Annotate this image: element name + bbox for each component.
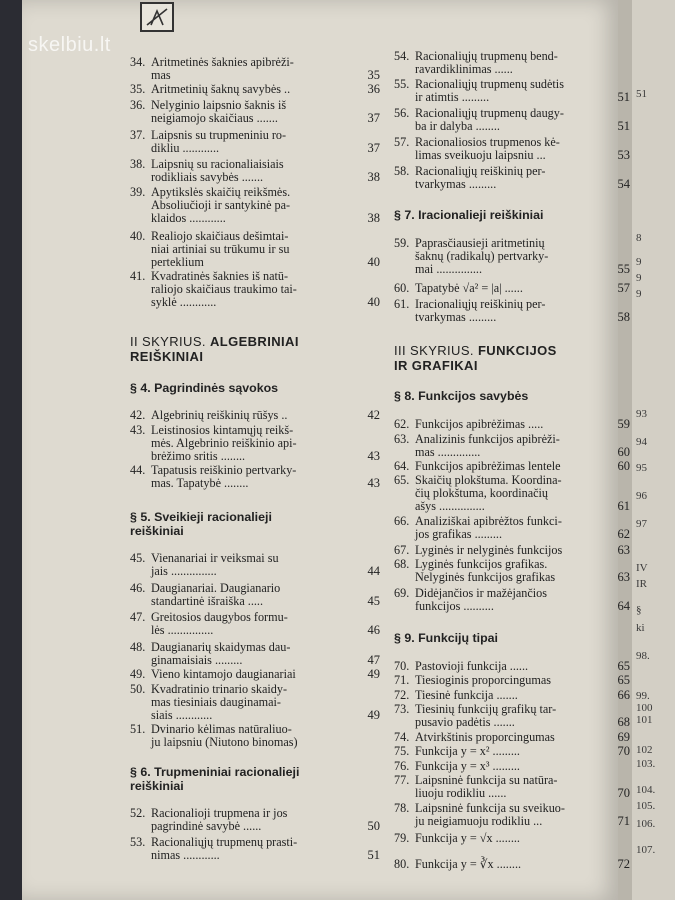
adjacent-page-fragment: 9	[636, 256, 642, 268]
toc-entry-title: Kvadratinės šaknies iš natū-	[151, 269, 289, 283]
toc-entry	[130, 129, 380, 155]
adjacent-page-fragment: §	[636, 604, 642, 616]
toc-entry	[394, 418, 630, 431]
toc-entry-title: liuoju rodikliu ......	[415, 786, 507, 800]
toc-page-number: 38	[367, 211, 380, 225]
toc-entry-title: ju neigiamuoju rodikliu ...	[415, 814, 543, 828]
toc-page-number: 61	[617, 499, 630, 513]
toc-entry	[394, 515, 630, 541]
toc-page-number: 70	[617, 744, 630, 758]
toc-entry	[394, 237, 630, 276]
toc-entry-title: Racionaliųjų trupmenų bend-	[415, 49, 558, 63]
toc-entry-title: brėžimo sritis ........	[151, 449, 246, 463]
toc-entry	[394, 832, 630, 845]
toc-page-number: 62	[617, 527, 630, 541]
toc-entry	[130, 683, 380, 722]
toc-entry-number: 68.	[394, 557, 410, 571]
adjacent-page-fragment: ki	[636, 622, 645, 634]
section-heading: § 4. Pagrindinės sąvokos	[130, 381, 279, 395]
toc-entry-number: 45.	[130, 551, 146, 565]
next-page-strip	[632, 0, 675, 900]
adjacent-page-fragment: 93	[636, 408, 647, 420]
toc-entry	[130, 668, 380, 681]
adjacent-page-fragment: 102	[636, 744, 653, 756]
toc-entry-title: Paprasčiausieji aritmetinių	[415, 236, 545, 250]
toc-entry-number: 67.	[394, 543, 410, 557]
toc-page-number: 69	[617, 730, 630, 744]
toc-page-number: 65	[617, 659, 630, 673]
toc-entry	[394, 50, 630, 76]
toc-entry-title: Funkcija y = √x ........	[415, 831, 520, 845]
toc-entry-title: Racionaliųjų reiškinių per-	[415, 164, 546, 178]
toc-entry-title: Kvadratinio trinario skaidy-	[151, 682, 288, 696]
toc-entry-title: čių plokštuma, koordinačių	[415, 486, 549, 500]
toc-entry-title: mas	[151, 68, 171, 82]
toc-entry	[130, 270, 380, 309]
adjacent-page-fragment: 106.	[636, 818, 656, 830]
toc-entry-title: pagrindinė savybė ......	[151, 819, 262, 833]
toc-entry-title: raliojo skaičiaus traukimo tai-	[151, 282, 297, 296]
toc-entry-title: Funkcija y = x² .........	[415, 744, 520, 758]
adjacent-page-fragment: 97	[636, 518, 647, 530]
toc-entry-title: pusavio padėtis .......	[415, 715, 515, 729]
toc-entry-title: Funkcija y = ∛x ........	[415, 857, 522, 871]
toc-entry-title: Iracionaliųjų reiškinių per-	[415, 297, 546, 311]
toc-entry-title: Funkcijos apibrėžimas lentele	[415, 459, 561, 473]
toc-entry	[130, 83, 380, 96]
toc-entry-number: 54.	[394, 49, 410, 63]
section-heading: § 6. Trupmeniniai racionalieji reiškiniai	[130, 765, 300, 793]
toc-entry-number: 80.	[394, 857, 410, 871]
toc-entry-title: Lyginės funkcijos grafikas.	[415, 557, 548, 571]
toc-entry-title: limas sveikuoju laipsniu ...	[415, 148, 546, 162]
toc-entry	[394, 760, 630, 773]
toc-page-number: 55	[617, 262, 630, 276]
toc-entry-number: 75.	[394, 744, 410, 758]
toc-entry-title: neigiamojo skaičiaus .......	[151, 111, 278, 125]
toc-entry-title: ju laipsniu (Niutono binomas)	[151, 735, 298, 749]
toc-entry-title: ba ir dalyba ........	[415, 119, 500, 133]
toc-entry-title: ir atimtis .........	[415, 90, 490, 104]
toc-entry-number: 63.	[394, 432, 410, 446]
toc-entry-title: jos grafikas .........	[415, 527, 502, 541]
toc-entry-title: Laipsnių su racionaliaisiais	[151, 157, 284, 171]
toc-entry-number: 48.	[130, 640, 146, 654]
toc-entry-title: Laipsnis su trupmeniniu ro-	[151, 128, 287, 142]
adjacent-page-fragment: 107.	[636, 844, 656, 856]
toc-entry	[130, 836, 380, 862]
toc-entry	[394, 745, 630, 758]
toc-entry-number: 73.	[394, 702, 410, 716]
adjacent-page-fragment: 99.	[636, 690, 650, 702]
adjacent-page-fragment: 96	[636, 490, 647, 502]
toc-entry-number: 52.	[130, 806, 146, 820]
toc-page-number: 68	[617, 715, 630, 729]
toc-entry-number: 41.	[130, 269, 146, 283]
toc-entry-title: niai artiniai su trūkumu ir su	[151, 242, 290, 256]
toc-entry-number: 69.	[394, 586, 410, 600]
toc-entry-title: Daugianariai. Daugianario	[151, 581, 281, 595]
toc-entry-number: 71.	[394, 673, 410, 687]
toc-entry-number: 43.	[130, 423, 146, 437]
toc-entry	[394, 558, 630, 584]
toc-entry-title: siais ............	[151, 708, 213, 722]
toc-entry-title: Greitosios daugybos formu-	[151, 610, 288, 624]
toc-entry-title: Racionaliosios trupmenos kė-	[415, 135, 560, 149]
toc-entry-title: klaidos ............	[151, 211, 226, 225]
toc-entry	[130, 611, 380, 637]
toc-entry-number: 60.	[394, 281, 410, 295]
toc-entry	[130, 409, 380, 422]
toc-entry	[394, 802, 630, 828]
toc-entry-number: 64.	[394, 459, 410, 473]
toc-entry-title: tvarkymas .........	[415, 177, 497, 191]
toc-entry-title: Daugianarių skaidymas dau-	[151, 640, 291, 654]
toc-entry-title: šaknų (radikalų) pertvarky-	[415, 249, 549, 263]
toc-entry-title: Funkcija y = x³ .........	[415, 759, 520, 773]
toc-entry-title: dikliu ............	[151, 141, 220, 155]
adjacent-page-fragment: 103.	[636, 758, 656, 770]
adjacent-page-fragment: IV	[636, 562, 648, 574]
toc-entry-title: Racionaliųjų trupmenų prasti-	[151, 835, 298, 849]
toc-entry-title: Tiesinė funkcija .......	[415, 688, 518, 702]
toc-page-number: 37	[367, 111, 380, 125]
toc-entry-number: 49.	[130, 667, 146, 681]
toc-entry	[130, 723, 380, 749]
toc-entry-title: Didėjančios ir mažėjančios	[415, 586, 547, 600]
toc-page-number: 49	[367, 667, 380, 681]
toc-page-number: 42	[367, 408, 380, 422]
toc-entry	[130, 582, 380, 608]
toc-entry	[394, 544, 630, 557]
toc-entry-number: 78.	[394, 801, 410, 815]
toc-entry-number: 77.	[394, 773, 410, 787]
toc-entry	[130, 464, 380, 490]
toc-entry-title: Vienanariai ir veiksmai su	[151, 551, 279, 565]
section-heading: § 7. Iracionalieji reiškiniai	[394, 208, 544, 222]
toc-page-number: 46	[367, 623, 380, 637]
toc-entry-title: mas. Tapatybė ........	[151, 476, 249, 490]
toc-entry	[394, 298, 630, 324]
toc-page-number: 71	[617, 814, 630, 828]
toc-page-number: 58	[617, 310, 630, 324]
toc-entry-number: 36.	[130, 98, 146, 112]
toc-entry-number: 44.	[130, 463, 146, 477]
chapter-heading: II SKYRIUS. ALGEBRINIAI REIŠKINIAI	[130, 334, 299, 364]
toc-entry	[394, 165, 630, 191]
toc-page-number: 64	[617, 599, 630, 613]
toc-entry-number: 51.	[130, 722, 146, 736]
toc-page-number: 72	[617, 857, 630, 871]
toc-page-number: 50	[367, 819, 380, 833]
toc-entry	[394, 731, 630, 744]
toc-entry-number: 37.	[130, 128, 146, 142]
toc-entry-number: 47.	[130, 610, 146, 624]
toc-entry-title: ašys ...............	[415, 499, 485, 513]
toc-entry-title: Aritmetinės šaknies apibrėži-	[151, 55, 294, 69]
adjacent-page-fragment: 9	[636, 272, 642, 284]
toc-entry-title: Absoliučioji ir santykinė pa-	[151, 198, 291, 212]
toc-entry-title: Vieno kintamojo daugianariai	[151, 667, 296, 681]
toc-entry	[130, 807, 380, 833]
toc-entry-title: ginamaisiais .........	[151, 653, 243, 667]
toc-entry-title: Atvirkštinis proporcingumas	[415, 730, 555, 744]
toc-entry-title: nimas ............	[151, 848, 220, 862]
toc-page-number: 43	[367, 476, 380, 490]
adjacent-page-fragment: 98.	[636, 650, 650, 662]
toc-entry-title: mas ..............	[415, 445, 481, 459]
toc-entry-number: 59.	[394, 236, 410, 250]
toc-page-number: 60	[617, 459, 630, 473]
toc-page-number: 66	[617, 688, 630, 702]
toc-entry-title: Lyginės ir nelyginės funkcijos	[415, 543, 563, 557]
publisher-logo-icon	[140, 2, 174, 32]
toc-entry-number: 57.	[394, 135, 410, 149]
toc-page-number: 45	[367, 594, 380, 608]
section-heading: § 8. Funkcijos savybės	[394, 389, 529, 403]
watermark-text: skelbiu.lt	[28, 34, 111, 56]
toc-entry-title: standartinė išraiška .....	[151, 594, 264, 608]
toc-page-number: 65	[617, 673, 630, 687]
toc-entry-title: lės ...............	[151, 623, 214, 637]
adjacent-page-fragment: IR	[636, 578, 647, 590]
toc-entry-title: Laipsninė funkcija su natūra-	[415, 773, 558, 787]
toc-entry-number: 53.	[130, 835, 146, 849]
toc-entry-number: 65.	[394, 473, 410, 487]
toc-entry-number: 55.	[394, 77, 410, 91]
toc-entry	[394, 282, 630, 295]
toc-entry	[394, 460, 630, 473]
toc-page-number: 63	[617, 570, 630, 584]
toc-entry	[394, 107, 630, 133]
toc-entry	[130, 186, 380, 225]
toc-entry-title: rodikliais savybės .......	[151, 170, 264, 184]
toc-entry-number: 61.	[394, 297, 410, 311]
toc-entry-title: syklė ............	[151, 295, 217, 309]
book-cover-edge	[0, 0, 22, 900]
toc-entry-title: mai ...............	[415, 262, 483, 276]
toc-entry	[130, 424, 380, 463]
toc-entry	[394, 136, 630, 162]
toc-page-number: 60	[617, 445, 630, 459]
toc-entry-number: 66.	[394, 514, 410, 528]
toc-entry-title: Tiesioginis proporcingumas	[415, 673, 551, 687]
adjacent-page-fragment: 8	[636, 232, 642, 244]
toc-entry	[394, 474, 630, 513]
toc-page-number: 51	[617, 90, 630, 104]
toc-entry-title: Tapatybė √a² = |a| ......	[415, 281, 523, 295]
toc-entry-title: Aritmetinių šaknų savybės ..	[151, 82, 291, 96]
chapter-heading: III SKYRIUS. FUNKCIJOS IR GRAFIKAI	[394, 343, 557, 373]
toc-entry	[130, 641, 380, 667]
toc-entry-title: Dvinario kėlimas natūraliuo-	[151, 722, 292, 736]
adjacent-page-fragment: 104.	[636, 784, 656, 796]
toc-entry	[130, 230, 380, 269]
toc-entry-number: 72.	[394, 688, 410, 702]
toc-entry-title: jais ...............	[151, 564, 217, 578]
toc-entry	[130, 158, 380, 184]
toc-entry	[394, 689, 630, 702]
toc-page-number: 40	[367, 295, 380, 309]
toc-entry-number: 56.	[394, 106, 410, 120]
toc-entry-title: Laipsninė funkcija su sveikuo-	[415, 801, 565, 815]
toc-entry-title: Apytikslės skaičių reikšmės.	[151, 185, 291, 199]
toc-page-number: 40	[367, 255, 380, 269]
toc-page-number: 43	[367, 449, 380, 463]
toc-entry-title: Racionaliųjų trupmenų daugy-	[415, 106, 564, 120]
adjacent-page-fragment: 105.	[636, 800, 656, 812]
toc-page-number: 44	[367, 564, 380, 578]
toc-entry-title: Pastovioji funkcija ......	[415, 659, 529, 673]
toc-entry-title: Tiesinių funkcijų grafikų tar-	[415, 702, 557, 716]
toc-entry-number: 70.	[394, 659, 410, 673]
adjacent-page-fragment: 51	[636, 88, 647, 100]
toc-entry-title: Nelyginio laipsnio šaknis iš	[151, 98, 287, 112]
toc-entry-title: Leistinosios kintamųjų reikš-	[151, 423, 294, 437]
toc-entry-number: 35.	[130, 82, 146, 96]
toc-entry-title: Algebrinių reiškinių rūšys ..	[151, 408, 288, 422]
toc-entry-number: 79.	[394, 831, 410, 845]
toc-page-number: 35	[367, 68, 380, 82]
toc-entry-title: mės. Algebrinio reiškinio api-	[151, 436, 297, 450]
toc-entry-title: Realiojo skaičiaus dešimtai-	[151, 229, 289, 243]
toc-page-number: 36	[367, 82, 380, 96]
toc-page-number: 53	[617, 148, 630, 162]
toc-page-number: 63	[617, 543, 630, 557]
toc-entry-title: Analizinis funkcijos apibrėži-	[415, 432, 560, 446]
toc-page-number: 70	[617, 786, 630, 800]
watermark	[28, 34, 111, 57]
toc-entry	[394, 78, 630, 104]
toc-page-number: 54	[617, 177, 630, 191]
adjacent-page-fragment: 94	[636, 436, 647, 448]
toc-entry-title: Funkcijos apibrėžimas .....	[415, 417, 544, 431]
toc-page-number: 38	[367, 170, 380, 184]
toc-page-number: 37	[367, 141, 380, 155]
toc-entry-number: 39.	[130, 185, 146, 199]
toc-entry-title: Racionalioji trupmena ir jos	[151, 806, 288, 820]
toc-page-number: 47	[367, 653, 380, 667]
adjacent-page-fragment: 101	[636, 714, 653, 726]
toc-entry-number: 46.	[130, 581, 146, 595]
toc-entry-title: Analiziškai apibrėžtos funkci-	[415, 514, 562, 528]
toc-entry-number: 40.	[130, 229, 146, 243]
toc-page-number: 57	[617, 281, 630, 295]
toc-entry-number: 38.	[130, 157, 146, 171]
toc-entry-number: 42.	[130, 408, 146, 422]
toc-page-number: 49	[367, 708, 380, 722]
section-heading: § 5. Sveikieji racionalieji reiškiniai	[130, 510, 272, 538]
adjacent-page-fragment: 9	[636, 288, 642, 300]
toc-entry-title: tvarkymas .........	[415, 310, 497, 324]
toc-entry-title: perteklium	[151, 255, 204, 269]
toc-entry	[394, 703, 630, 729]
toc-entry	[130, 99, 380, 125]
toc-entry-number: 58.	[394, 164, 410, 178]
toc-entry	[394, 674, 630, 687]
adjacent-page-fragment: 100	[636, 702, 653, 714]
toc-page-number: 59	[617, 417, 630, 431]
toc-entry-number: 74.	[394, 730, 410, 744]
toc-entry-title: Nelyginės funkcijos grafikas	[415, 570, 556, 584]
toc-entry-number: 34.	[130, 55, 146, 69]
toc-entry-title: funkcijos ..........	[415, 599, 494, 613]
toc-entry-title: ravardiklinimas ......	[415, 62, 513, 76]
toc-entry	[394, 587, 630, 613]
toc-entry-number: 76.	[394, 759, 410, 773]
adjacent-page-fragment: 95	[636, 462, 647, 474]
toc-entry	[394, 774, 630, 800]
toc-entry-number: 62.	[394, 417, 410, 431]
toc-entry	[394, 660, 630, 673]
toc-entry-title: mas tiesiniais dauginamai-	[151, 695, 281, 709]
toc-entry	[130, 56, 380, 82]
toc-page-number: 51	[617, 119, 630, 133]
toc-entry	[394, 433, 630, 459]
toc-entry-number: 50.	[130, 682, 146, 696]
toc-entry-title: Skaičių plokštuma. Koordina-	[415, 473, 562, 487]
toc-entry-title: Racionaliųjų trupmenų sudėtis	[415, 77, 564, 91]
toc-page-number: 51	[367, 848, 380, 862]
toc-entry-title: Tapatusis reiškinio pertvarky-	[151, 463, 297, 477]
section-heading: § 9. Funkcijų tipai	[394, 631, 498, 645]
toc-entry	[394, 858, 630, 871]
toc-entry	[130, 552, 380, 578]
